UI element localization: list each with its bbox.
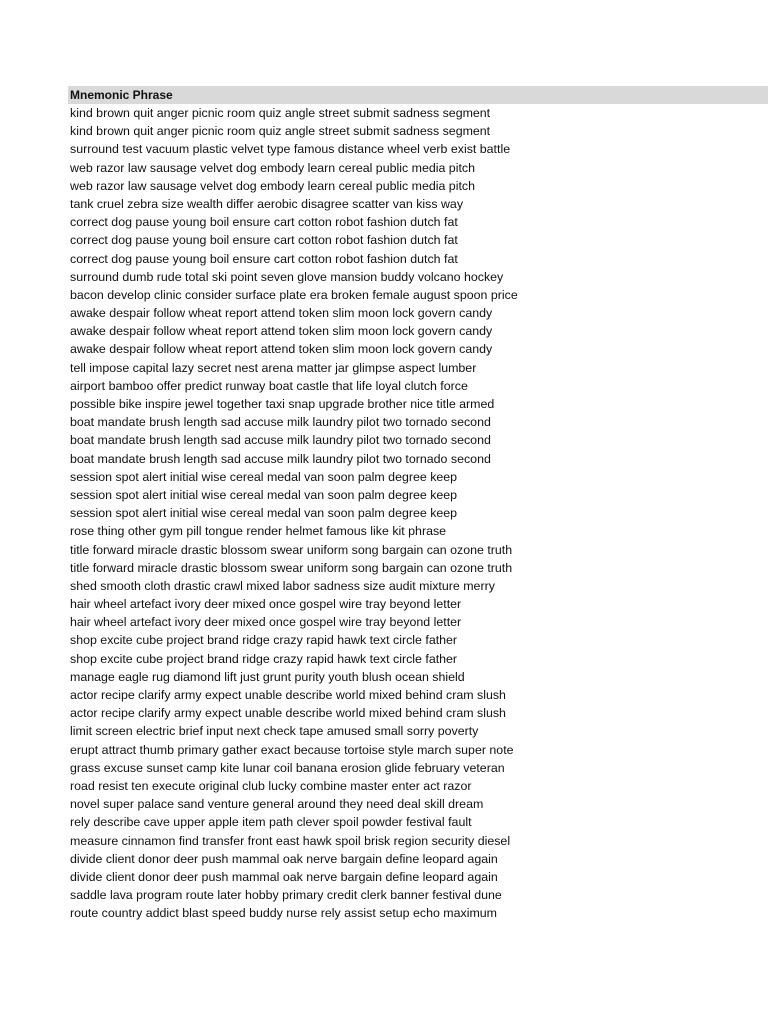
phrase-row[interactable]: correct dog pause young boil ensure cart cotton robot fashion dutch fat bbox=[70, 233, 458, 248]
phrase-row[interactable]: session spot alert initial wise cereal medal van soon palm degree keep bbox=[70, 506, 458, 521]
phrase-row[interactable]: boat mandate brush length sad accuse milk laundry pilot two tornado second bbox=[70, 451, 491, 466]
phrase-row[interactable]: measure cinnamon find transfer front east hawk spoil brisk region security diesel bbox=[70, 833, 511, 848]
phrase-row[interactable]: road resist ten execute original club lucky combine master enter act razor bbox=[70, 778, 472, 793]
phrase-row[interactable]: session spot alert initial wise cereal medal van soon palm degree keep bbox=[70, 487, 458, 502]
phrase-row[interactable]: hair wheel artefact ivory deer mixed once gospel wire tray beyond letter bbox=[70, 615, 462, 630]
phrase-row[interactable]: erupt attract thumb primary gather exact because tortoise style march super note bbox=[70, 742, 514, 757]
phrase-row[interactable]: surround dumb rude total ski point seven glove mansion buddy volcano hockey bbox=[70, 269, 504, 284]
phrase-row[interactable]: correct dog pause young boil ensure cart cotton robot fashion dutch fat bbox=[70, 251, 458, 266]
phrase-row[interactable]: actor recipe clarify army expect unable describe world mixed behind cram slush bbox=[70, 706, 506, 721]
phrase-row[interactable]: hair wheel artefact ivory deer mixed once gospel wire tray beyond letter bbox=[70, 597, 462, 612]
phrase-row[interactable]: shop excite cube project brand ridge crazy rapid hawk text circle father bbox=[70, 651, 458, 666]
phrase-row[interactable]: tell impose capital lazy secret nest arena matter jar glimpse aspect lumber bbox=[70, 360, 477, 375]
phrase-row[interactable]: awake despair follow wheat report attend token slim moon lock govern candy bbox=[70, 324, 493, 339]
phrase-list bbox=[68, 104, 768, 922]
phrase-row[interactable]: novel super palace sand venture general around they need deal skill dream bbox=[70, 797, 484, 812]
phrase-row[interactable]: divide client donor deer push mammal oak nerve bargain define leopard again bbox=[70, 851, 498, 866]
phrase-row[interactable]: airport bamboo offer predict runway boat castle that life loyal clutch force bbox=[70, 378, 468, 393]
phrase-row[interactable]: kind brown quit anger picnic room quiz angle street submit sadness segment bbox=[70, 106, 491, 120]
phrase-row[interactable]: grass excuse sunset camp kite lunar coil banana erosion glide february veteran bbox=[70, 760, 505, 775]
phrase-row[interactable]: rose thing other gym pill tongue render helmet famous like kit phrase bbox=[70, 524, 447, 539]
phrase-row[interactable]: surround test vacuum plastic velvet type famous distance wheel verb exist battle bbox=[70, 142, 511, 157]
phrase-row[interactable]: saddle lava program route later hobby primary credit clerk banner festival dune bbox=[70, 888, 502, 903]
spreadsheet bbox=[68, 86, 768, 922]
phrase-row[interactable]: route country addict blast speed buddy nurse rely assist setup echo maximum bbox=[70, 906, 498, 921]
phrase-row[interactable]: possible bike inspire jewel together taxi snap upgrade brother nice title armed bbox=[70, 397, 495, 411]
phrase-row[interactable]: session spot alert initial wise cereal medal van soon palm degree keep bbox=[70, 469, 458, 484]
phrase-row[interactable]: kind brown quit anger picnic room quiz angle street submit sadness segment bbox=[70, 124, 491, 139]
phrase-row[interactable]: limit screen electric brief input next check tape amused small sorry poverty bbox=[70, 724, 479, 739]
phrase-row[interactable]: title forward miracle drastic blossom swear uniform song bargain can ozone truth bbox=[70, 542, 513, 557]
phrase-row[interactable]: title forward miracle drastic blossom swear uniform song bargain can ozone truth bbox=[70, 560, 513, 575]
phrase-row[interactable]: bacon develop clinic consider surface plate era broken female august spoon price bbox=[70, 287, 518, 302]
phrase-row[interactable]: tank cruel zebra size wealth differ aerobic disagree scatter van kiss way bbox=[70, 196, 464, 211]
phrase-row[interactable]: shed smooth cloth drastic crawl mixed labor sadness size audit mixture merry bbox=[70, 578, 495, 593]
phrase-row[interactable]: boat mandate brush length sad accuse milk laundry pilot two tornado second bbox=[70, 433, 491, 448]
column-header[interactable]: Mnemonic Phrase bbox=[68, 86, 768, 104]
phrase-row[interactable]: shop excite cube project brand ridge crazy rapid hawk text circle father bbox=[70, 633, 458, 648]
phrase-row[interactable]: rely describe cave upper apple item path clever spoil powder festival fault bbox=[70, 815, 472, 830]
phrase-row[interactable]: web razor law sausage velvet dog embody learn cereal public media pitch bbox=[70, 160, 475, 175]
phrase-row[interactable]: correct dog pause young boil ensure cart cotton robot fashion dutch fat bbox=[70, 215, 458, 230]
phrase-row[interactable]: web razor law sausage velvet dog embody learn cereal public media pitch bbox=[70, 178, 475, 193]
phrase-row[interactable]: awake despair follow wheat report attend token slim moon lock govern candy bbox=[70, 342, 493, 357]
phrase-row[interactable]: divide client donor deer push mammal oak nerve bargain define leopard again bbox=[70, 869, 498, 884]
phrase-row[interactable]: boat mandate brush length sad accuse milk laundry pilot two tornado second bbox=[70, 415, 491, 430]
phrase-row[interactable]: manage eagle rug diamond lift just grunt purity youth blush ocean shield bbox=[70, 669, 465, 684]
phrase-row[interactable]: actor recipe clarify army expect unable describe world mixed behind cram slush bbox=[70, 688, 506, 702]
phrase-row[interactable]: awake despair follow wheat report attend token slim moon lock govern candy bbox=[70, 306, 493, 321]
